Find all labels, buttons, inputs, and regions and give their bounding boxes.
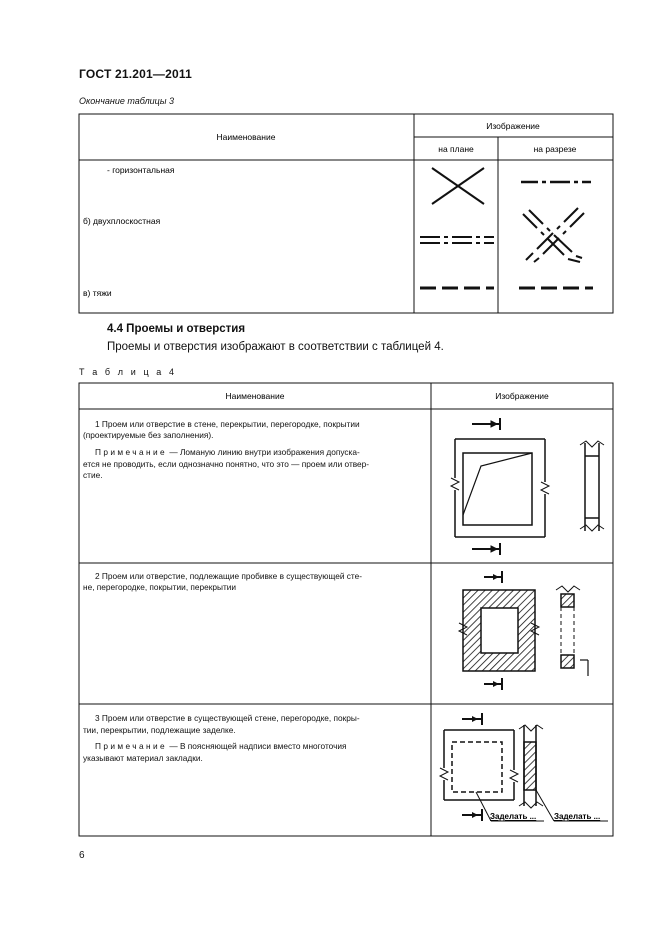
opening-plan-drawing: [451, 418, 549, 555]
opening-to-be-cut-section-drawing: [556, 586, 588, 676]
section-two-plane-bracing-symbol: [523, 208, 584, 262]
table3-caption: Окончание таблицы 3: [79, 96, 174, 106]
table4: [0, 380, 661, 840]
page-number: 6: [79, 850, 85, 861]
table3: [0, 0, 661, 320]
note-label: Примечание: [95, 741, 168, 751]
note-label: Примечание: [95, 447, 168, 457]
section-heading: 4.4 Проемы и отверстия: [107, 323, 246, 335]
fill-label-plan: Заделать ...: [490, 812, 537, 821]
table4-row3-note-line: указывают материал закладки.: [83, 753, 203, 763]
section-paragraph: Проемы и отверстия изображают в соответствии с таблицей 4.: [107, 341, 444, 353]
table3-sub-section: на разрезе: [533, 144, 577, 154]
opening-to-be-filled-section-drawing: [519, 725, 608, 821]
table4-row2-line: 2 Проем или отверстие, подлежащие пробивке в существующей сте-: [95, 571, 362, 581]
table3-row-label: б) двухплоскостная: [83, 216, 161, 226]
table4-col-name: Наименование: [225, 391, 285, 401]
opening-section-drawing: [580, 441, 604, 531]
note-text: — Ломаную линию внутри изображения допуска-: [167, 447, 360, 457]
table4-row1-note: [95, 447, 360, 457]
table3-sub-plan: на плане: [438, 144, 474, 154]
table4-row3-line: тии, перекрытии, подлежащие заделке.: [83, 725, 236, 735]
table4-row1-note-line: стие.: [83, 470, 103, 480]
table4-col-image: Изображение: [495, 391, 549, 401]
note-text: — В поясняющей надписи вместо многоточия: [167, 741, 347, 751]
table3-col-name: Наименование: [216, 132, 276, 142]
fill-label-section: Заделать ...: [554, 812, 601, 821]
plan-horizontal-bracing-symbol: [432, 168, 484, 204]
table4-caption: Т а б л и ц а 4: [79, 367, 177, 377]
table4-row3-line: 3 Проем или отверстие в существующей стене, перегородке, покры-: [95, 713, 360, 723]
plan-two-plane-bracing-symbol: [420, 237, 494, 243]
table3-col-image: Изображение: [486, 121, 540, 131]
table3-row-label: в) тяжи: [83, 288, 112, 298]
table4-row2-line: не, перегородке, покрытии, перекрытии: [83, 582, 237, 592]
table4-row1-line: (проектируемые без заполнения).: [83, 430, 214, 440]
table4-row1-line: 1 Проем или отверстие в стене, перекрытии, перегородке, покрытии: [95, 419, 360, 429]
opening-to-be-cut-plan-drawing: [459, 571, 539, 690]
document-code: ГОСТ 21.201—2011: [79, 67, 192, 81]
table3-row-label: - горизонтальная: [107, 165, 175, 175]
table4-row1-note-line: ется не проводить, если однозначно понятно, что это — проем или отвер-: [83, 459, 370, 469]
table4-row3-note: [95, 741, 347, 751]
